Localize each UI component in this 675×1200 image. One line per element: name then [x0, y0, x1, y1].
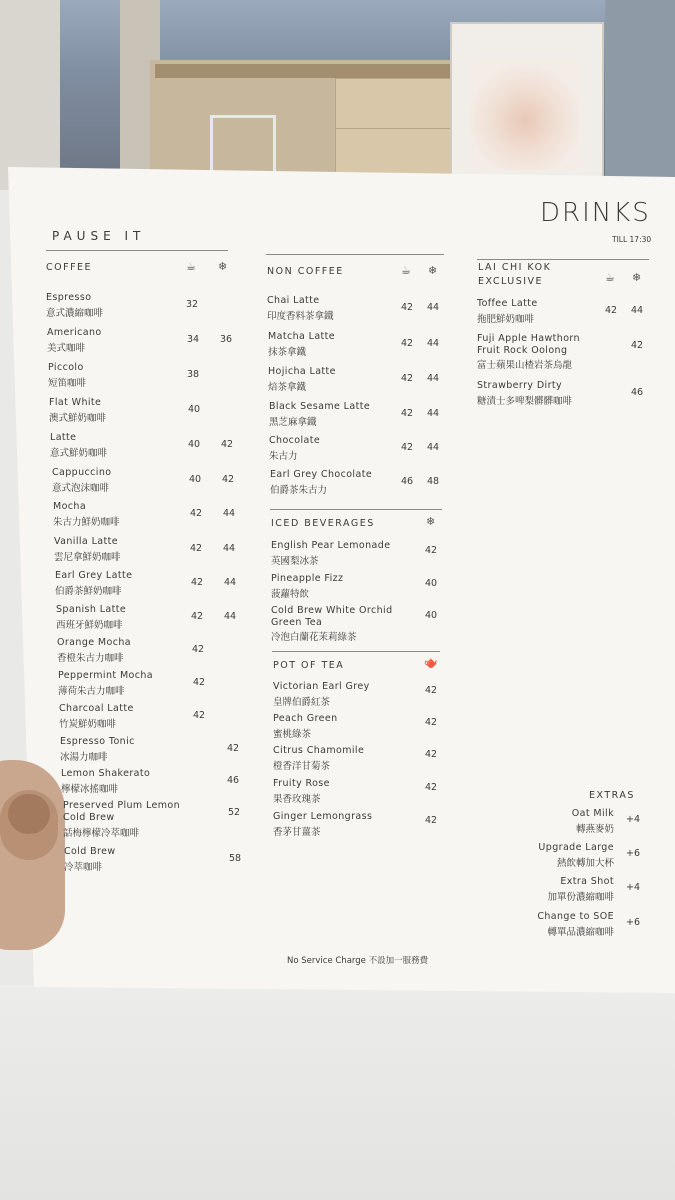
coffee-item-chinese: 短笛咖啡	[48, 378, 87, 389]
iced-beverages-rule	[270, 509, 442, 510]
iced-item-name-line2: Green Tea	[271, 617, 323, 628]
exclusive-iced-price: 42	[631, 340, 644, 351]
coffee-item-chinese: 雲尼拿鮮奶咖啡	[54, 552, 121, 563]
snowflake-icon: ❄	[428, 264, 438, 277]
non-coffee-hot-price: 42	[401, 442, 414, 453]
extras-item-price: +6	[626, 917, 641, 928]
extras-item-name: Change to SOE	[537, 911, 614, 922]
tea-item-price: 42	[425, 815, 438, 826]
coffee-item-name: Cappuccino	[52, 467, 112, 478]
coffee-item-name: Orange Mocha	[57, 637, 131, 648]
extras-item-chinese: 熱飲轉加大杯	[556, 858, 614, 869]
coffee-hot-price: 42	[192, 644, 205, 655]
page-title: DRINKS	[540, 198, 651, 228]
snowflake-icon: ❄	[426, 515, 436, 528]
coffee-item-chinese: 美式咖啡	[47, 343, 86, 354]
tea-item-name: Citrus Chamomile	[273, 745, 365, 756]
exclusive-item-chinese: 富士蘋果山楂岩茶烏龍	[477, 360, 573, 371]
non-coffee-item-name: Chai Latte	[267, 295, 320, 306]
non-coffee-rule	[266, 254, 444, 255]
extras-item-price: +4	[626, 814, 641, 825]
background-window	[605, 0, 675, 190]
coffee-item-name: Flat White	[49, 397, 102, 408]
coffee-iced-price: 36	[220, 334, 233, 345]
tea-item-name: Fruity Rose	[273, 778, 330, 789]
coffee-item-name: Preserved Plum Lemon	[63, 800, 181, 811]
tea-item-chinese: 果香玫瑰茶	[273, 794, 321, 805]
coffee-item-name: Earl Grey Latte	[55, 570, 133, 581]
tea-item-name: Peach Green	[273, 713, 338, 724]
coffee-iced-price: 44	[223, 543, 236, 554]
iced-item-name: Cold Brew White Orchid	[271, 605, 393, 616]
pot-of-tea-section-title: POT OF TEA	[273, 660, 345, 671]
non-coffee-item-chinese: 焙茶拿鐵	[268, 382, 307, 393]
thumbnail	[8, 794, 50, 834]
coffee-section-title: COFFEE	[46, 262, 93, 273]
non-coffee-iced-price: 44	[427, 302, 440, 313]
coffee-item-name: Lemon Shakerato	[61, 768, 151, 779]
cup-icon: ☕	[401, 264, 411, 277]
coffee-hot-price: 42	[191, 577, 204, 588]
iced-item-chinese: 菠蘿特飲	[271, 589, 310, 600]
iced-item-name: English Pear Lemonade	[271, 540, 391, 551]
non-coffee-iced-price: 48	[427, 476, 440, 487]
exclusive-item-name-line2: Fruit Rock Oolong	[477, 345, 568, 356]
non-coffee-hot-price: 46	[401, 476, 414, 487]
exclusive-item-chinese: 拖肥鮮奶咖啡	[477, 314, 535, 325]
non-coffee-hot-price: 42	[401, 302, 414, 313]
extras-item-chinese: 加單份濃縮咖啡	[547, 892, 614, 903]
coffee-iced-price: 58	[229, 853, 242, 864]
coffee-iced-price: 52	[228, 807, 241, 818]
non-coffee-hot-price: 42	[401, 408, 414, 419]
coffee-item-chinese: 冷萃咖啡	[64, 862, 103, 873]
iced-item-chinese: 英國梨冰茶	[271, 556, 319, 567]
coffee-item-chinese: 澳式鮮奶咖啡	[49, 413, 107, 424]
coffee-item-chinese: 朱古力鮮奶咖啡	[53, 517, 120, 528]
coffee-item-chinese: 竹炭鮮奶咖啡	[59, 719, 117, 730]
coffee-item-chinese: 香橙朱古力咖啡	[57, 653, 124, 664]
tea-item-name: Victorian Earl Grey	[273, 681, 370, 692]
coffee-item-chinese: 伯爵茶鮮奶咖啡	[55, 586, 122, 597]
extras-item-name: Upgrade Large	[538, 842, 614, 853]
extras-item-price: +6	[626, 848, 641, 859]
coffee-item-chinese: 薄荷朱古力咖啡	[58, 686, 125, 697]
coffee-hot-price: 38	[187, 369, 200, 380]
coffee-hot-price: 40	[188, 404, 201, 415]
coffee-hot-price: 32	[186, 299, 199, 310]
coffee-item-chinese: 意式鮮奶咖啡	[50, 448, 108, 459]
extras-section-title: EXTRAS	[589, 790, 635, 801]
coffee-item-name: Americano	[47, 327, 102, 338]
non-coffee-item-chinese: 抹茶拿鐵	[268, 347, 307, 358]
coffee-item-chinese: 意式濃縮咖啡	[46, 308, 104, 319]
iced-item-price: 40	[425, 578, 438, 589]
extras-item-name: Extra Shot	[560, 876, 614, 887]
tea-item-price: 42	[425, 749, 438, 760]
coffee-item-chinese: 意式泡沫咖啡	[52, 483, 110, 494]
coffee-item-name: Espresso Tonic	[60, 736, 135, 747]
coffee-iced-price: 44	[224, 611, 237, 622]
coffee-iced-price: 42	[222, 474, 235, 485]
background-left-wall	[0, 0, 60, 190]
coffee-iced-price: 46	[227, 775, 240, 786]
tea-item-price: 42	[425, 685, 438, 696]
till-time: TILL 17:30	[612, 235, 652, 244]
exclusive-title-line2: EXCLUSIVE	[478, 276, 544, 287]
coffee-iced-price: 42	[227, 743, 240, 754]
coffee-iced-price: 44	[223, 508, 236, 519]
non-coffee-section-title: NON COFFEE	[267, 266, 344, 277]
iced-item-price: 40	[425, 610, 438, 621]
tea-item-price: 42	[425, 782, 438, 793]
non-coffee-hot-price: 42	[401, 373, 414, 384]
coffee-item-name: Spanish Latte	[56, 604, 127, 615]
coffee-iced-price: 42	[221, 439, 234, 450]
non-coffee-iced-price: 44	[427, 442, 440, 453]
background-artwork	[470, 60, 580, 170]
non-coffee-iced-price: 44	[427, 338, 440, 349]
coffee-hot-price: 42	[193, 710, 206, 721]
pot-of-tea-rule	[272, 651, 440, 652]
iced-item-name: Pineapple Fizz	[271, 573, 344, 584]
coffee-item-name: Espresso	[46, 292, 92, 303]
non-coffee-item-name: Earl Grey Chocolate	[270, 469, 373, 480]
non-coffee-item-name: Hojicha Latte	[268, 366, 336, 377]
coffee-hot-price: 40	[188, 439, 201, 450]
coffee-item-name: Cold Brew	[64, 846, 116, 857]
extras-item-price: +4	[626, 882, 641, 893]
tea-item-chinese: 蜜桃綠茶	[273, 729, 312, 740]
brand-logo: PAUSE IT	[52, 229, 146, 243]
coffee-item-name: Peppermint Mocha	[58, 670, 154, 681]
non-coffee-item-name: Matcha Latte	[268, 331, 336, 342]
non-coffee-hot-price: 42	[401, 338, 414, 349]
coffee-item-name: Piccolo	[48, 362, 84, 373]
iced-beverages-section-title: ICED BEVERAGES	[271, 518, 375, 529]
service-charge-note: No Service Charge 不設加一服務費	[287, 956, 429, 966]
coffee-hot-price: 40	[189, 474, 202, 485]
exclusive-hot-price: 42	[605, 305, 618, 316]
coffee-item-name: Charcoal Latte	[59, 703, 134, 714]
coffee-item-name: Mocha	[53, 501, 87, 512]
coffee-hot-price: 42	[190, 508, 203, 519]
exclusive-iced-price: 46	[631, 387, 644, 398]
coffee-item-chinese: 檸檬冰搖咖啡	[61, 784, 119, 795]
exclusive-rule	[477, 259, 649, 260]
coffee-iced-price: 44	[224, 577, 237, 588]
coffee-item-chinese: 西班牙鮮奶咖啡	[56, 620, 123, 631]
extras-item-chinese: 轉單品濃縮咖啡	[547, 927, 614, 938]
non-coffee-item-chinese: 朱古力	[269, 451, 298, 462]
exclusive-iced-price: 44	[631, 305, 644, 316]
extras-item-name: Oat Milk	[571, 808, 614, 819]
extras-item-chinese: 轉燕麥奶	[575, 824, 614, 835]
exclusive-item-name: Toffee Latte	[477, 298, 538, 309]
non-coffee-item-name: Chocolate	[269, 435, 321, 446]
coffee-item-name: Vanilla Latte	[54, 536, 118, 547]
snowflake-icon: ❄	[632, 271, 642, 284]
coffee-hot-price: 34	[187, 334, 200, 345]
coffee-item-chinese: 話梅檸檬冷萃咖啡	[63, 828, 140, 839]
tea-item-chinese: 橙香洋甘菊茶	[273, 761, 331, 772]
tea-item-chinese: 皇牌伯爵紅茶	[273, 697, 331, 708]
tea-item-name: Ginger Lemongrass	[273, 811, 373, 822]
coffee-item-name-line2: Cold Brew	[63, 812, 115, 823]
iced-item-price: 42	[425, 545, 438, 556]
coffee-hot-price: 42	[191, 611, 204, 622]
teapot-icon: 🫖	[424, 656, 438, 669]
non-coffee-item-name: Black Sesame Latte	[269, 401, 371, 412]
background-counter-top	[155, 64, 455, 78]
cup-icon: ☕	[605, 271, 615, 284]
cup-icon: ☕	[186, 260, 196, 273]
brand-underline	[46, 250, 228, 251]
coffee-item-name: Latte	[50, 432, 77, 443]
exclusive-item-name: Fuji Apple Hawthorn	[477, 333, 580, 344]
coffee-hot-price: 42	[193, 677, 206, 688]
exclusive-item-name: Strawberry Dirty	[477, 380, 563, 391]
exclusive-title-line1: LAI CHI KOK	[478, 262, 552, 273]
tea-item-chinese: 香茅甘薑茶	[273, 827, 321, 838]
exclusive-item-chinese: 糖漬士多啤梨髒髒咖啡	[477, 396, 573, 407]
non-coffee-iced-price: 44	[427, 408, 440, 419]
iced-item-chinese: 冷泡白蘭花茉莉綠茶	[271, 632, 357, 643]
table-surface	[0, 985, 675, 1200]
background-drawer	[335, 78, 452, 130]
coffee-hot-price: 42	[190, 543, 203, 554]
coffee-item-chinese: 冰湯力咖啡	[60, 752, 108, 763]
snowflake-icon: ❄	[218, 260, 228, 273]
non-coffee-item-chinese: 印度香料茶拿鐵	[267, 311, 334, 322]
non-coffee-iced-price: 44	[427, 373, 440, 384]
non-coffee-item-chinese: 伯爵茶朱古力	[270, 485, 328, 496]
tea-item-price: 42	[425, 717, 438, 728]
non-coffee-item-chinese: 黑芝麻拿鐵	[269, 417, 317, 428]
